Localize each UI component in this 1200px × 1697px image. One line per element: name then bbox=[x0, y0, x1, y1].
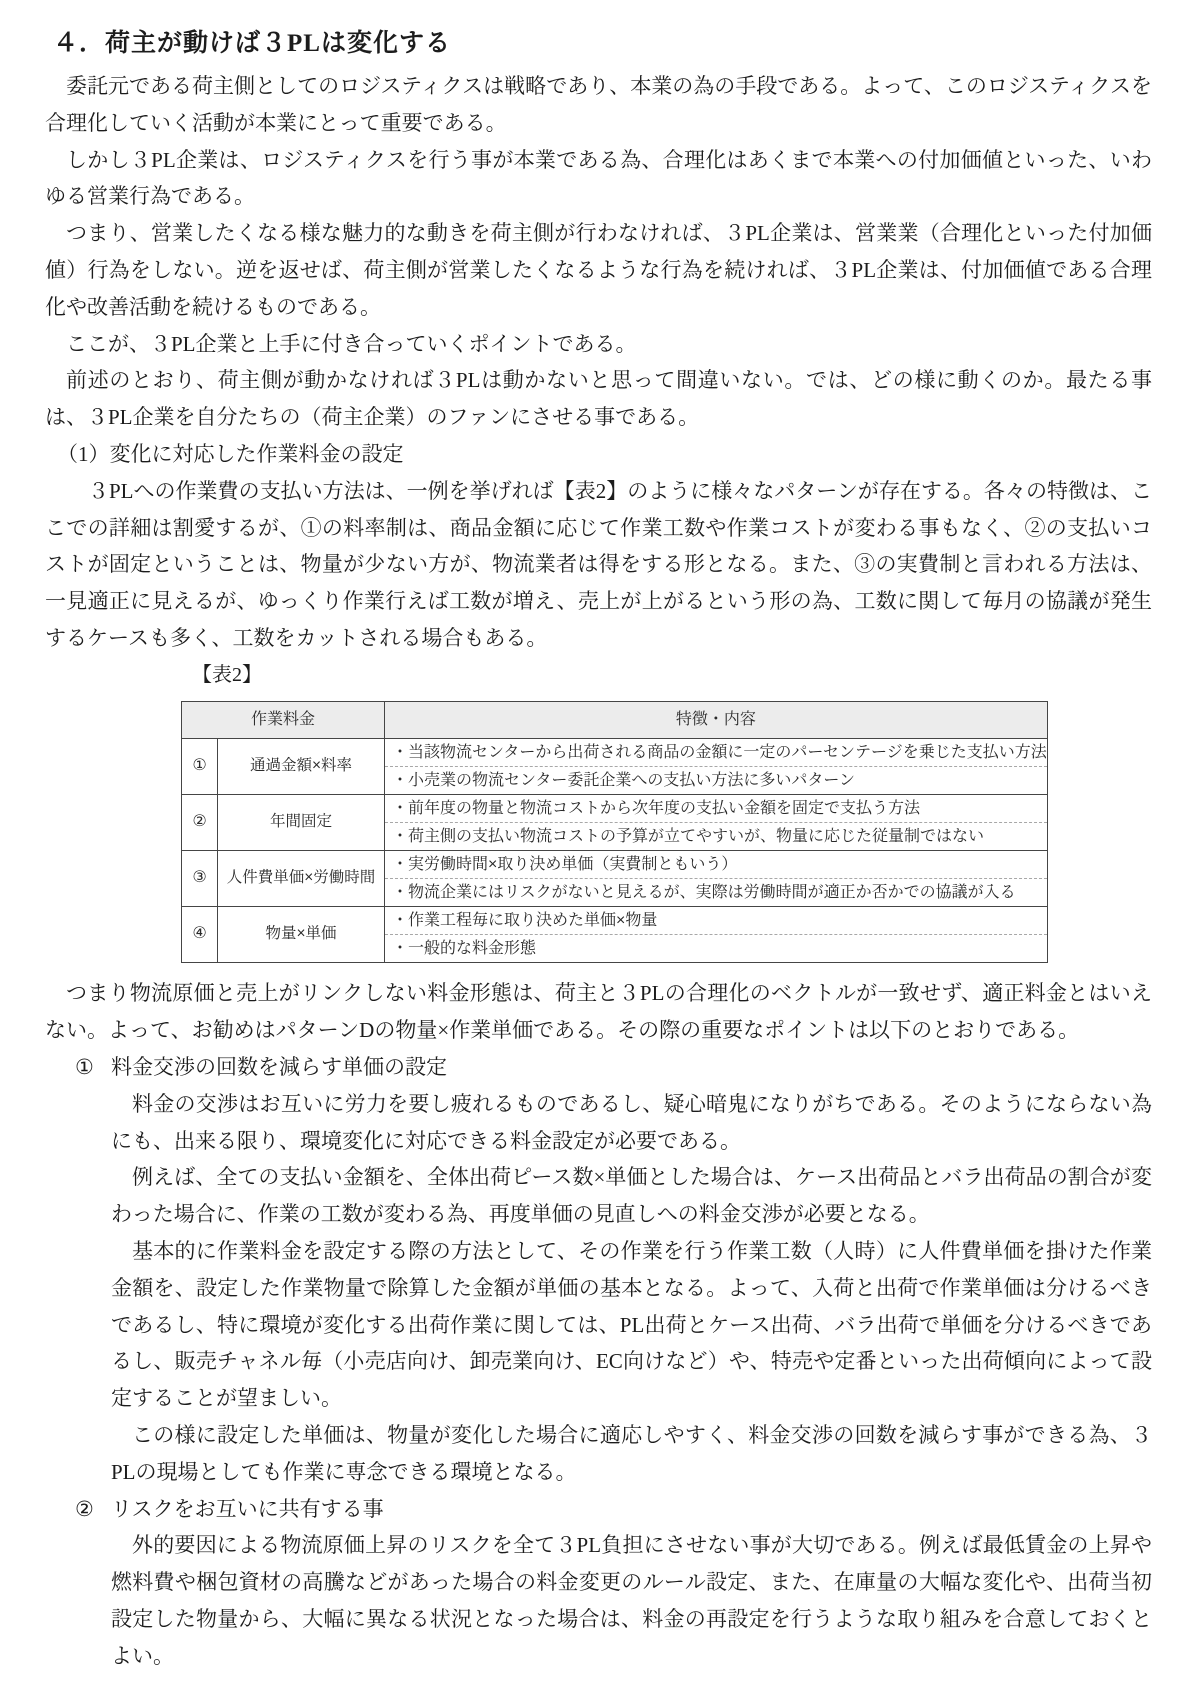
column-header-fee-type: 作業料金 bbox=[182, 701, 385, 739]
list-item-point1 bbox=[75, 1049, 1152, 1086]
fee-detail-line: ・前年度の物量と物流コストから次年度の支払い金額を固定で支払う方法 bbox=[392, 800, 921, 818]
fee-table-row bbox=[182, 739, 1048, 795]
fee-pattern-table bbox=[181, 701, 1048, 964]
fee-detail-line: ・荷主側の支払い物流コストの予算が立てやすいが、物量に応じた従量制ではない bbox=[385, 822, 1047, 850]
intro-paragraph: しかし３PL企業は、ロジスティクスを行う事が本業である為、合理化はあくまで本業への付加価値といった、いわゆる営業行為である。 bbox=[45, 147, 1152, 209]
intro-paragraph: つまり、営業したくなる様な魅力的な動きを荷主側が行わなければ、３PL企業は、営業業（合理化といった付加価値）行為をしない。逆を返せば、荷主側が営業したくなるような行為を続ければ、３PL企業は、付加価値である合理化や改善活動を続けるものである。 bbox=[45, 221, 1152, 319]
fee-row-details bbox=[385, 739, 1048, 795]
fee-row-number: ① bbox=[182, 739, 218, 795]
fee-table-row bbox=[182, 795, 1048, 851]
fee-row-name: 物量×単価 bbox=[218, 907, 385, 963]
point1-paragraph: 基本的に作業料金を設定する際の方法として、その作業を行う作業工数（人時）に人件費単価を掛けた作業金額を、設定した作業物量で除算した金額が単価の基本となる。よって、入荷と出荷で作業単価は分けるべきであるし、特に環境が変化する出荷作業に関しては、PL出荷とケース出荷、バラ出荷で単価を分けるべきであるし、販売チャネル毎（小売店向け、卸売業向け、EC向けなど）や、特売や定番といった出荷傾向によって設定することが望ましい。 bbox=[111, 1238, 1152, 1411]
table-caption: 【表2】 bbox=[192, 663, 262, 686]
fee-row-details bbox=[385, 851, 1048, 907]
section-heading: （1）変化に対応した作業料金の設定 bbox=[57, 441, 404, 466]
fee-row-number: ④ bbox=[182, 907, 218, 963]
list-marker: ② bbox=[75, 1496, 94, 1521]
point1-paragraph: 料金の交渉はお互いに労力を要し疲れるものであるし、疑心暗鬼になりがちである。そのようにならない為にも、出来る限り、環境変化に対応できる料金設定が必要である。 bbox=[111, 1091, 1152, 1153]
intro-paragraph: 委託元である荷主側としてのロジスティクスは戦略であり、本業の為の手段である。よって、このロジスティクスを合理化していく活動が本業にとって重要である。 bbox=[45, 74, 1152, 135]
fee-table-header bbox=[182, 701, 1048, 739]
after-table-paragraph: つまり物流原価と売上がリンクしない料金形態は、荷主と３PLの合理化のベクトルが一致せず、適正料金とはいえない。よって、お勧めはパターンDの物量×作業単価である。その際の重要なポイントは以下のとおりである。 bbox=[45, 981, 1152, 1043]
page-title: ４．荷主が動けば３PLは変化する bbox=[53, 30, 451, 57]
fee-table-body bbox=[182, 739, 1048, 963]
list-item-heading: 料金交渉の回数を減らす単価の設定 bbox=[111, 1054, 447, 1079]
fee-detail-line: ・物流企業にはリスクがないと見えるが、実際は労働時間が適正か否かでの協議が入る bbox=[385, 878, 1047, 906]
point1-paragraph: この様に設定した単価は、物量が変化した場合に適応しやすく、料金交渉の回数を減らす事ができる為、３PLの現場としても作業に専念できる環境となる。 bbox=[111, 1422, 1152, 1484]
fee-table-row bbox=[182, 907, 1048, 963]
fee-row-name: 年間固定 bbox=[218, 795, 385, 851]
fee-detail-line: ・実労働時間×取り決め単価（実費制ともいう） bbox=[392, 856, 738, 874]
fee-row-number: ② bbox=[182, 795, 218, 851]
fee-row-number: ③ bbox=[182, 851, 218, 907]
list-item-heading: リスクをお互いに共有する事 bbox=[111, 1496, 384, 1521]
fee-detail-line: ・一般的な料金形態 bbox=[385, 934, 1047, 962]
list-marker: ① bbox=[75, 1054, 94, 1079]
point2-paragraph: 外的要因による物流原価上昇のリスクを全て３PL負担にさせない事が大切である。例えば最低賃金の上昇や燃料費や梱包資材の高騰などがあった場合の料金変更のルール設定、また、在庫量の大幅な変化や、出荷当初設定した物量から、大幅に異なる状況となった場合は、料金の再設定を行うような取り組みを合意しておくとよい。 bbox=[111, 1533, 1152, 1668]
fee-table-row bbox=[182, 851, 1048, 907]
section-lead-paragraph: ３PLへの作業費の支払い方法は、一例を挙げれば【表2】のように様々なパターンが存在する。各々の特徴は、ここでの詳細は割愛するが、①の料率制は、商品金額に応じて作業工数や作業コストが変わる事もなく、②の支払いコストが固定ということは、物量が少ない方が、物流業者は得をする形となる。また、③の実費制と言われる方法は、一見適正に見えるが、ゆっくり作業行えば工数が増え、売上が上がるという形の為、工数に関して毎月の協議が発生するケースも多く、工数をカットされる場合もある。 bbox=[45, 478, 1152, 650]
intro-paragraph: ここが、３PL企業と上手に付き合っていくポイントである。 bbox=[66, 331, 637, 356]
column-header-features: 特徴・内容 bbox=[385, 701, 1048, 739]
fee-detail-line: ・作業工程毎に取り決めた単価×物量 bbox=[392, 912, 658, 930]
fee-row-details bbox=[385, 795, 1048, 851]
fee-detail-line: ・小売業の物流センター委託企業への支払い方法に多いパターン bbox=[385, 766, 1047, 794]
fee-row-name: 人件費単価×労働時間 bbox=[218, 851, 385, 907]
fee-row-name: 通過金額×料率 bbox=[218, 739, 385, 795]
fee-row-details bbox=[385, 907, 1048, 963]
intro-paragraph: 前述のとおり、荷主側が動かなければ３PLは動かないと思って間違いない。では、どの様に動くのか。最たる事は、３PL企業を自分たちの（荷主企業）のファンにさせる事である。 bbox=[45, 368, 1152, 430]
list-item-point2 bbox=[75, 1491, 1152, 1528]
point1-paragraph: 例えば、全ての支払い金額を、全体出荷ピース数×単価とした場合は、ケース出荷品とバラ出荷品の割合が変わった場合に、作業の工数が変わる為、再度単価の見直しへの料金交渉が必要となる。 bbox=[111, 1165, 1152, 1227]
fee-detail-line: ・当該物流センターから出荷される商品の金額に一定のパーセンテージを乗じた支払い方法 bbox=[392, 744, 1047, 762]
